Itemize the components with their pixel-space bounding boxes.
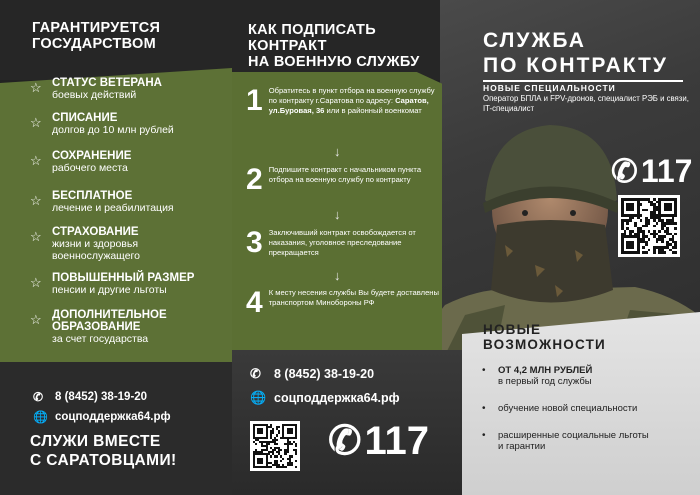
contacts-left-panel <box>0 362 240 495</box>
globe-icon: 🌐 <box>250 390 267 405</box>
benefit-bold: БЕСПЛАТНОЕ <box>52 190 133 202</box>
step-text-post: или в районный военкомат <box>326 106 422 115</box>
hotline-117[interactable] <box>328 418 429 464</box>
slogan: СЛУЖИ ВМЕСТЕ С САРАТОВЦАМИ! <box>30 433 177 469</box>
benefit-bold: ПОВЫШЕННЫЙ РАЗМЕР <box>52 272 195 284</box>
benefit-item <box>30 272 230 296</box>
step-item <box>246 228 441 258</box>
benefit-item <box>30 112 230 136</box>
qr-code-icon[interactable] <box>250 421 300 471</box>
benefit-item <box>30 150 230 174</box>
qr-module <box>674 251 677 254</box>
arrow-down-icon: ↓ <box>334 144 341 159</box>
benefit-bold: СТАТУС ВЕТЕРАНА <box>52 77 162 89</box>
benefit-text: лечение и реабилитация <box>52 202 174 214</box>
benefit-text: за счет государства <box>52 333 149 345</box>
step-number: 1 <box>246 84 263 117</box>
step-number: 4 <box>246 286 263 319</box>
step-text: Подпишите контракт с начальником пункта отбора на военную службу по контракту <box>268 165 422 184</box>
step-number: 2 <box>246 163 263 196</box>
benefit-text: жизни и здоровья военнослужащего <box>52 238 140 262</box>
service-title: СЛУЖБА ПО КОНТРАКТУ <box>483 29 668 77</box>
guarantees-title: ГАРАНТИРУЕТСЯ ГОСУДАРСТВОМ <box>32 20 161 52</box>
benefit-text: рабочего места <box>52 162 128 174</box>
star-icon: ☆ <box>30 229 42 244</box>
bullet-icon: • <box>482 430 486 441</box>
benefit-item <box>30 226 230 262</box>
bullet-icon: • <box>482 403 486 414</box>
opportunities-title: НОВЫЕ ВОЗМОЖНОСТИ <box>483 322 606 352</box>
phone-number: 8 (8452) 38-19-20 <box>274 367 375 381</box>
opportunity-bold: ОТ 4,2 МЛН РУБЛЕЙ <box>498 365 593 376</box>
star-icon: ☆ <box>30 275 42 290</box>
qr-code-icon[interactable] <box>618 195 680 257</box>
website-link[interactable] <box>250 390 400 406</box>
opportunity-item <box>482 365 692 387</box>
step-address: Саратов, ул.Буровая, 36 <box>268 96 429 115</box>
website-link[interactable] <box>33 410 171 424</box>
hotline-number: 117 <box>364 418 430 463</box>
globe-icon: 🌐 <box>33 410 48 424</box>
hotline-117[interactable] <box>611 152 692 190</box>
specialties-text: Оператор БПЛА и FPV-дронов, специалист РЭБ и связи, IT-специалист <box>483 94 689 113</box>
divider <box>483 80 683 82</box>
opportunity-item <box>482 403 692 414</box>
phone-number: 8 (8452) 38-19-20 <box>55 391 148 403</box>
step-item <box>246 288 441 318</box>
opportunity-text: расширенные социальные льготы и гарантии <box>498 430 649 452</box>
step-text: Заключивший контракт освобождается от наказания, уголовное преследование прекращается <box>268 228 416 257</box>
opportunity-item <box>482 430 692 452</box>
star-icon: ☆ <box>30 115 42 130</box>
opportunity-text: обучение новой специальности <box>498 403 638 414</box>
benefit-text: долгов до 10 млн рублей <box>52 124 174 136</box>
website-text: соцподдержка64.рф <box>55 411 171 423</box>
bullet-icon: • <box>482 365 486 376</box>
benefit-text: пенсии и другие льготы <box>52 284 167 296</box>
arrow-down-icon: ↓ <box>334 207 341 222</box>
benefit-item <box>30 190 230 214</box>
benefit-item <box>30 309 230 345</box>
phone-icon: ✆ <box>328 419 362 463</box>
hotline-number: 117 <box>640 152 693 189</box>
benefit-text: боевых действий <box>52 89 137 101</box>
benefit-bold: СТРАХОВАНИЕ <box>52 226 139 238</box>
benefit-bold: СПИСАНИЕ <box>52 112 118 124</box>
benefit-item <box>30 77 230 101</box>
phone-icon: ✆ <box>611 153 638 189</box>
step-number: 3 <box>246 226 263 259</box>
new-specialties-heading: НОВЫЕ СПЕЦИАЛЬНОСТИ <box>483 83 616 93</box>
step-text-main: Обратитесь в пункт отбора на военную службу по контракту г.Саратова по адресу: <box>268 86 435 105</box>
star-icon: ☆ <box>30 312 42 327</box>
star-icon: ☆ <box>30 80 42 95</box>
phone-contact[interactable] <box>250 366 374 382</box>
step-text: К месту несения службы Вы будете доставлены транспортом Минобороны РФ <box>268 288 439 307</box>
phone-icon: ✆ <box>250 366 261 381</box>
phone-icon: ✆ <box>33 390 44 404</box>
arrow-down-icon: ↓ <box>334 268 341 283</box>
step-text <box>269 86 441 116</box>
star-icon: ☆ <box>30 153 42 168</box>
opportunity-text: в первый год службы <box>498 376 592 387</box>
phone-contact[interactable] <box>33 390 147 404</box>
benefit-bold: СОХРАНЕНИЕ <box>52 150 132 162</box>
website-text: соцподдержка64.рф <box>274 391 400 405</box>
star-icon: ☆ <box>30 193 42 208</box>
qr-module <box>295 466 297 468</box>
how-to-sign-title: КАК ПОДПИСАТЬ КОНТРАКТ НА ВОЕННУЮ СЛУЖБУ <box>248 22 420 70</box>
benefit-bold: ДОПОЛНИТЕЛЬНОЕ ОБРАЗОВАНИЕ <box>52 309 167 333</box>
step-item <box>246 86 441 116</box>
step-item <box>246 165 441 195</box>
